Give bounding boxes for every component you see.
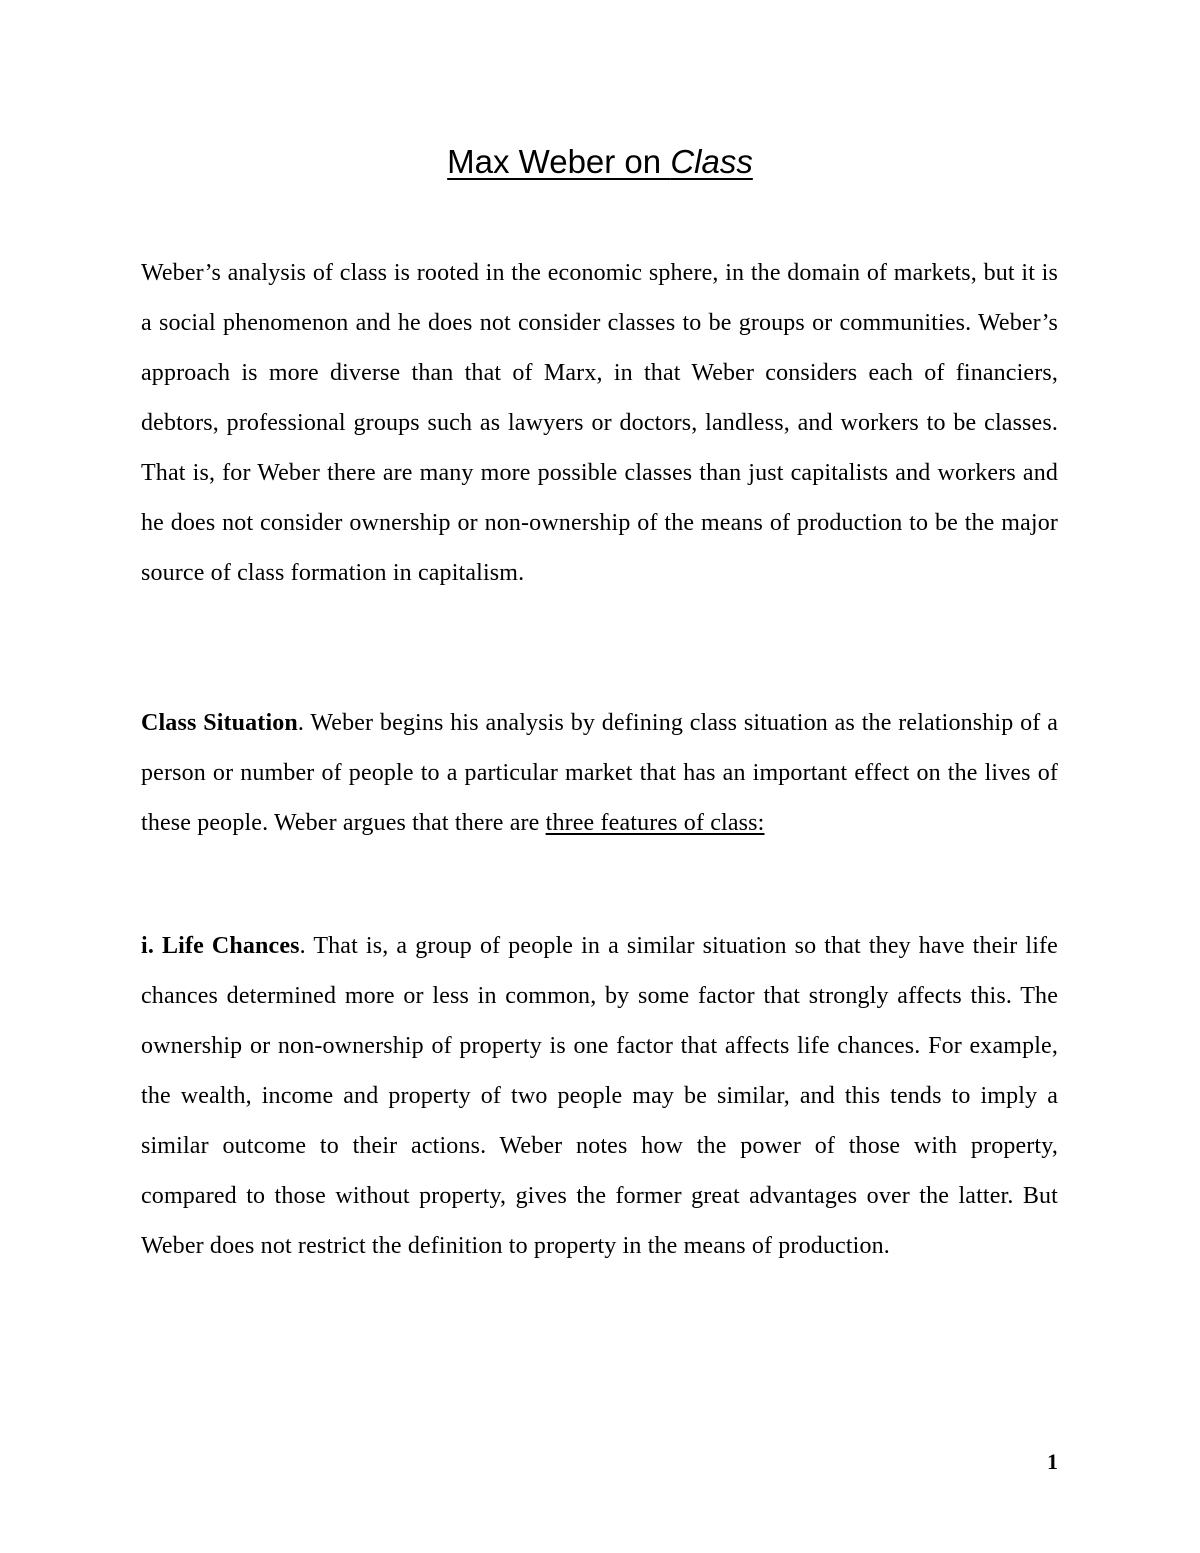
life-chances-paragraph xyxy=(141,921,1058,1271)
class-situation-heading: Class Situation xyxy=(141,710,298,736)
intro-paragraph-text: Weber’s analysis of class is rooted in the economic sphere, in the domain of markets, but it is a social phenomenon and he does not consider classes to be groups or communities. Weber’s approach is more diverse than that of Marx, in that Weber considers each of financiers, debtors, professional groups such as lawyers or doctors, landless, and workers to be classes. That is, for Weber there are many more possible classes than just capitalists and workers and he does not consider ownership or non-ownership of the means of production to be the major source of class formation in capitalism. xyxy=(141,260,1058,586)
three-features-underlined: three features of class: xyxy=(545,810,765,836)
class-situation-text: Weber begins his analysis by defining class situation as the relationship of a person or number of people to a particular market that has an important effect on the lives of these people. Weber argues that there are xyxy=(141,710,1058,836)
page-title xyxy=(0,140,1200,184)
title-main-text: Max Weber on xyxy=(447,143,671,180)
class-situation-heading-period: . xyxy=(297,710,305,736)
title-italic-text: Class xyxy=(670,143,753,180)
life-chances-heading: i. Life Chances xyxy=(141,933,300,959)
life-chances-heading-period: . xyxy=(299,933,306,959)
page-number: 1 xyxy=(1047,1449,1058,1474)
life-chances-text: That is, a group of people in a similar situation so that they have their life chances determined more or less in common, by some factor that strongly affects this. The ownership or non-ownership of property is one factor that affects life chances. For example, the wealth, income and property of two people may be similar, and this tends to imply a similar outcome to their actions. Weber notes how the power of those with property, compared to those without property, gives the former great advantages over the latter. But Weber does not restrict the definition to property in the means of production. xyxy=(141,933,1058,1259)
intro-paragraph xyxy=(141,248,1058,598)
class-situation-paragraph xyxy=(141,698,1058,848)
